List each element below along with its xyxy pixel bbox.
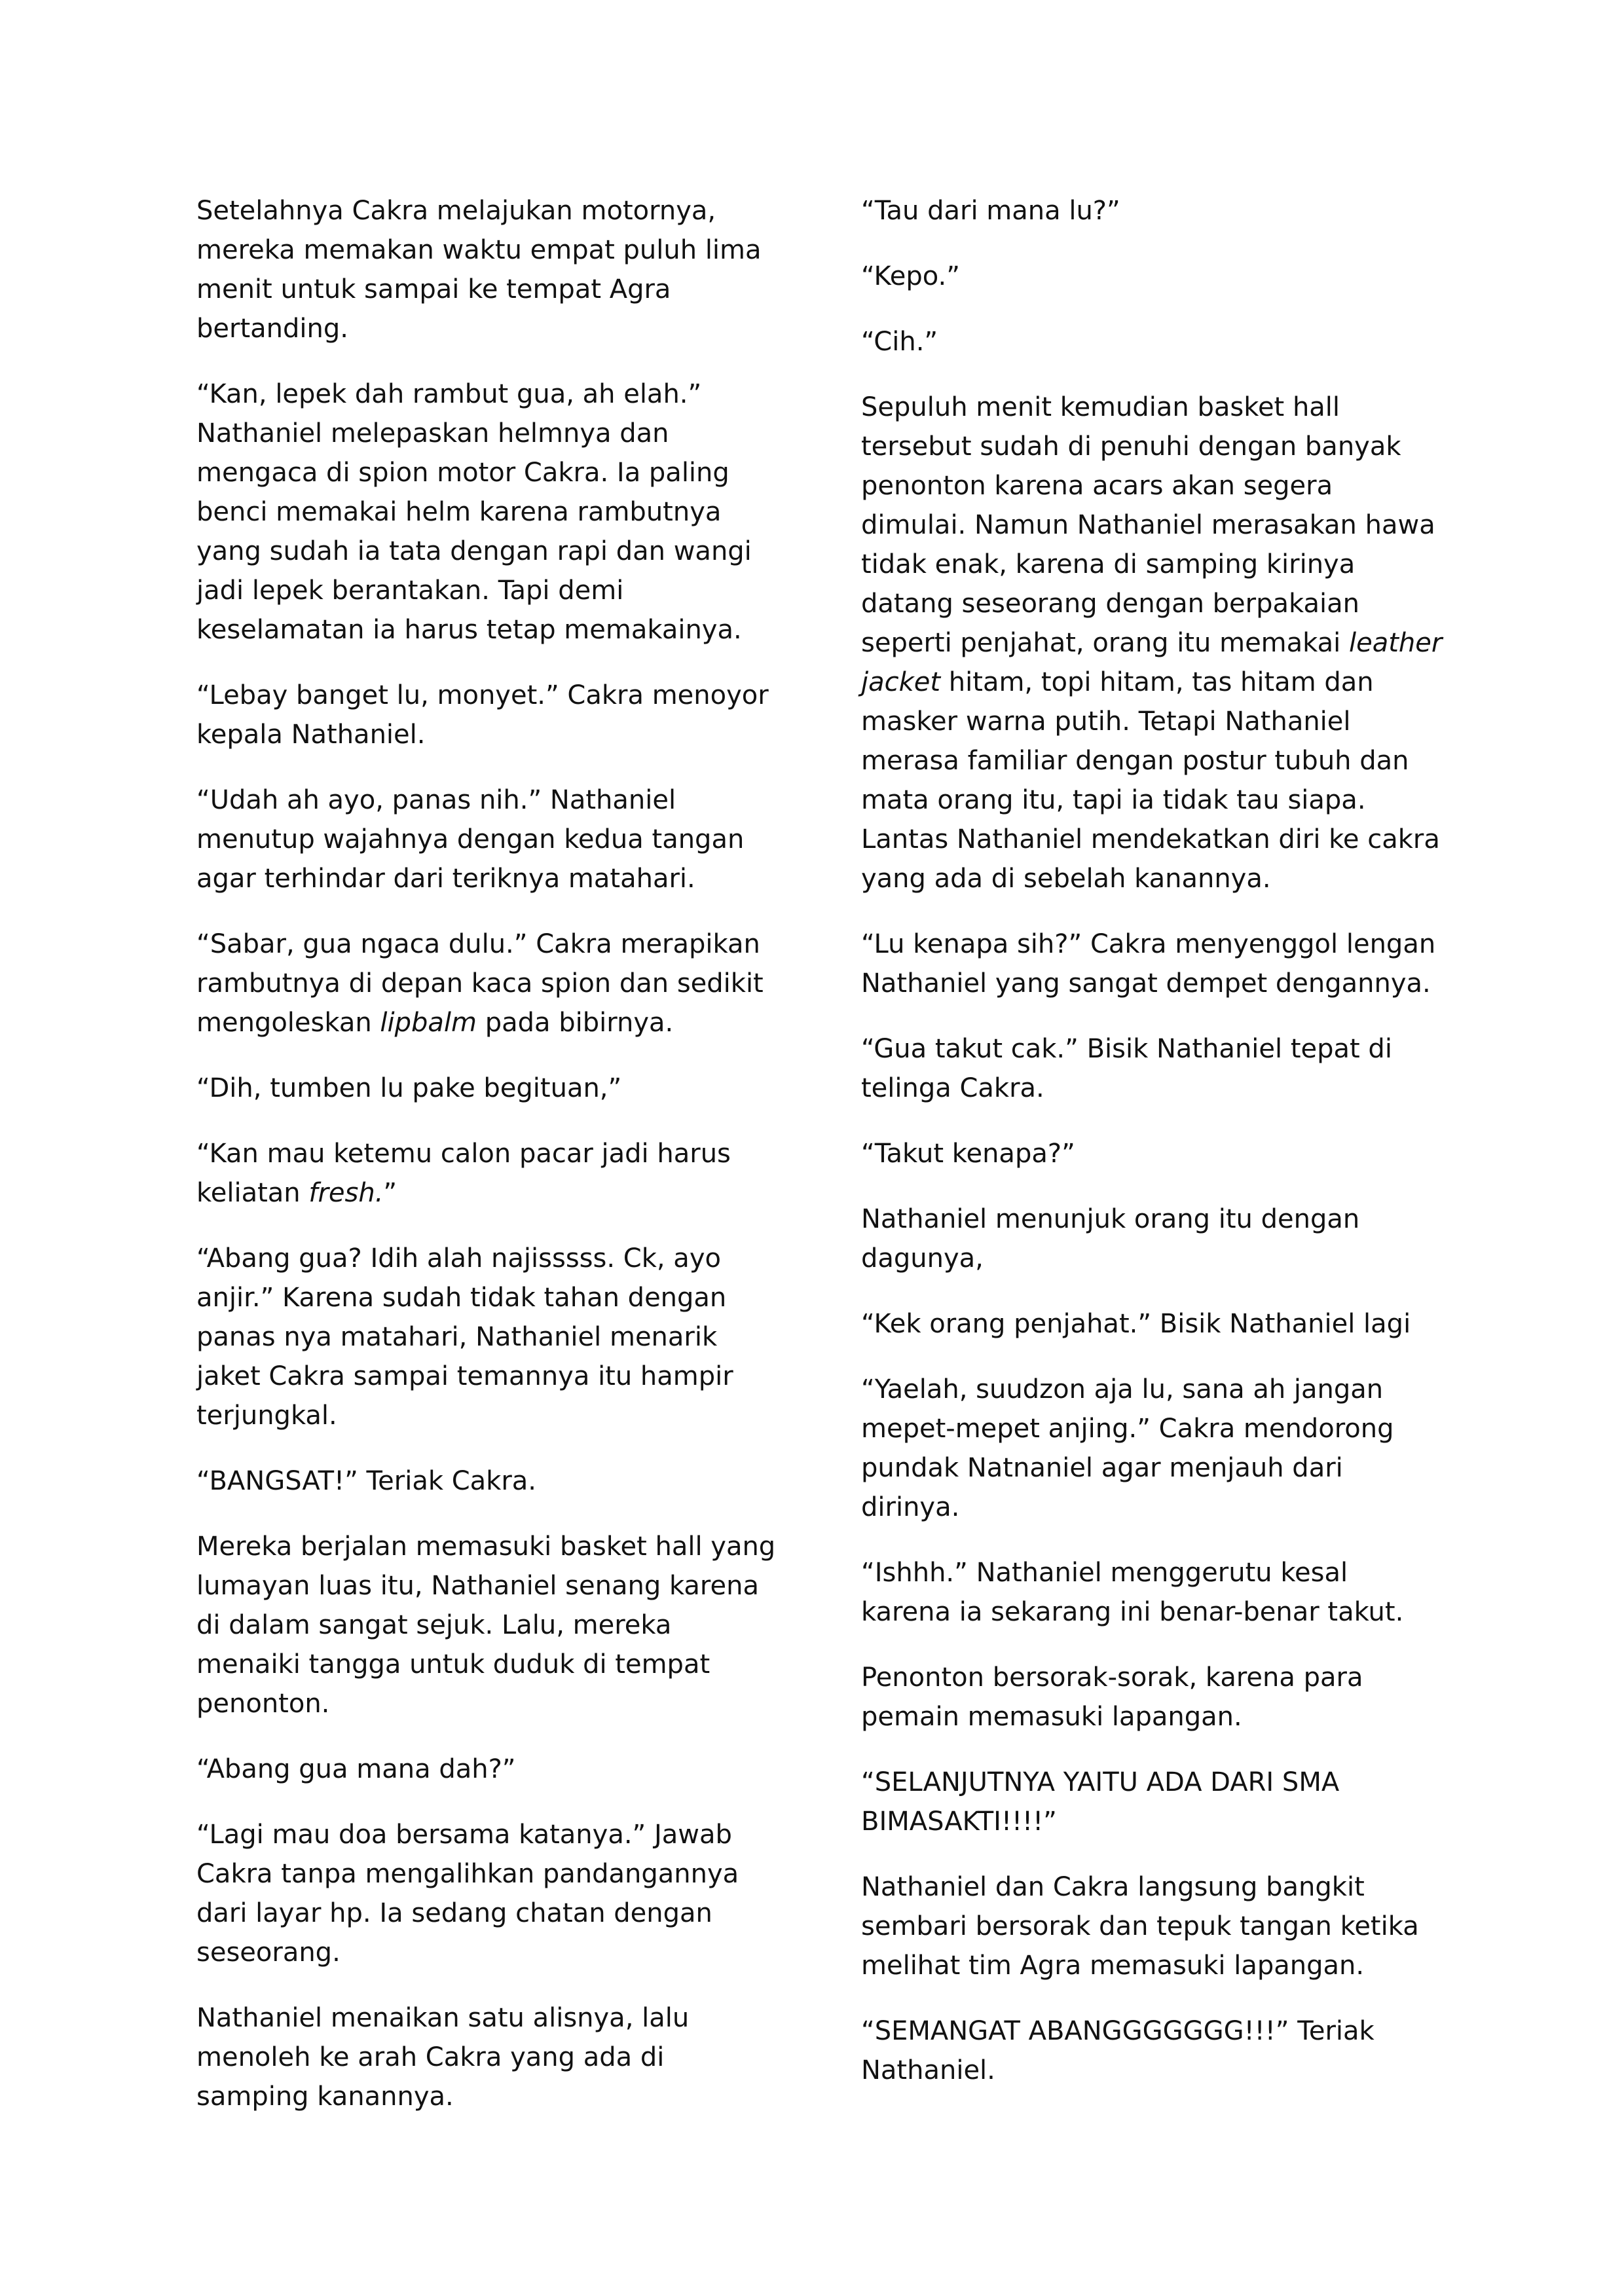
paragraph <box>861 191 1444 230</box>
text-run: hitam, topi hitam, tas hitam dan masker warna putih. Tetapi Nathaniel merasa familiar dengan postur tubuh dan mata orang itu, tapi ia tidak tau siapa. Lantas Nathaniel mendekatkan diri ke cakra yang ada di sebelah kanannya. <box>861 667 1449 894</box>
text-run: Mereka berjalan memasuki basket hall yang lumayan luas itu, Nathaniel senang karena di dalam sangat sejuk. Lalu, mereka menaiki tangga untuk duduk di tempat penonton. <box>196 1532 784 1719</box>
text-run: Nathaniel menunjuk orang itu dengan dagunya, <box>861 1204 1368 1274</box>
italic-text-run: lipbalm <box>380 1008 477 1038</box>
text-run: “Cih.” <box>861 327 938 357</box>
paragraph <box>196 780 779 898</box>
paragraph <box>861 257 1444 296</box>
text-run: “Yaelah, suudzon aja lu, sana ah jangan mepet-mepet anjing.” Cakra mendorong pundak Natnaniel agar menjauh dari dirinya. <box>861 1374 1403 1522</box>
text-run: “Abang gua? Idih alah najisssss. Ck, ayo anjir.” Karena sudah tidak tahan dengan panas nya matahari, Nathaniel menarik jaket Cakra sampai temannya itu hampir terjungkal. <box>196 1243 742 1431</box>
text-run: “Abang gua mana dah?” <box>196 1754 516 1784</box>
text-run: “Lagi mau doa bersama katanya.” Jawab Cakra tanpa mengalihkan pandangannya dari layar hp. Ia sedang chatan dengan seseorang. <box>196 1820 747 1968</box>
paragraph <box>196 1527 784 1723</box>
paragraph <box>196 1069 779 1108</box>
text-run: “Ishhh.” Nathaniel menggerutu kesal karena ia sekarang ini benar-benar takut. <box>861 1558 1404 1627</box>
text-run: “SELANJUTNYA YAITU ADA DARI SMA BIMASAKTI!!!!” <box>861 1767 1348 1837</box>
paragraph <box>861 1763 1444 1841</box>
text-run: “Kepo.” <box>861 261 960 291</box>
text-run: “Udah ah ayo, panas nih.” Nathaniel menutup wajahnya dengan kedua tangan agar terhindar dari teriknya matahari. <box>196 785 753 894</box>
text-run: “Takut kenapa?” <box>861 1139 1075 1169</box>
paragraph <box>861 1304 1444 1344</box>
paragraph <box>196 1239 779 1435</box>
text-run: Nathaniel dan Cakra langsung bangkit sembari bersorak dan tepuk tangan ketika melihat tim Agra memasuki lapangan. <box>861 1872 1428 1981</box>
paragraph <box>861 1658 1444 1736</box>
text-run: Setelahnya Cakra melajukan motornya, mereka memakan waktu empat puluh lima menit untuk sampai ke tempat Agra bertanding. <box>196 196 770 344</box>
paragraph <box>861 388 1449 898</box>
text-run: “Sabar, gua ngaca dulu.” Cakra merapikan rambutnya di depan kaca spion dan sedikit mengoleskan <box>196 929 772 1038</box>
text-run: “Gua takut cak.” Bisik Nathaniel tepat di telinga Cakra. <box>861 1034 1401 1103</box>
text-run: “BANGSAT!” Teriak Cakra. <box>196 1466 536 1496</box>
text-run: “Dih, tumben lu pake begituan,” <box>196 1073 622 1103</box>
left-text-column <box>196 191 784 2142</box>
paragraph <box>861 322 1444 361</box>
italic-text-run: leather jacket <box>861 628 1443 697</box>
paragraph <box>861 1134 1444 1173</box>
text-run: pada bibirnya. <box>477 1008 674 1038</box>
text-run: ” <box>383 1178 397 1208</box>
paragraph <box>861 1200 1444 1278</box>
paragraph <box>861 1553 1444 1632</box>
text-run: “Kan mau ketemu calon pacar jadi harus keliatan <box>196 1139 739 1208</box>
text-run: Sepuluh menit kemudian basket hall tersebut sudah di penuhi dengan banyak penonton karena acars akan segera dimulai. Namun Nathaniel merasakan hawa tidak enak, karena di samping kirinya datang seseorang dengan berpakaian seperti penjahat, orang itu memakai <box>861 392 1444 658</box>
paragraph <box>861 1370 1444 1527</box>
paragraph <box>861 1867 1444 1985</box>
paragraph <box>196 1461 779 1501</box>
paragraph <box>196 375 779 650</box>
paragraph <box>861 2011 1444 2090</box>
text-run: Penonton bersorak-sorak, karena para pemain memasuki lapangan. <box>861 1662 1372 1732</box>
paragraph <box>861 1029 1444 1108</box>
right-text-column <box>861 191 1449 2116</box>
paragraph <box>196 1998 779 2116</box>
paragraph <box>196 1815 779 1972</box>
text-run: “Tau dari mana lu?” <box>861 196 1120 226</box>
paragraph <box>196 1750 779 1789</box>
text-run: “Kan, lepek dah rambut gua, ah elah.” Nathaniel melepaskan helmnya dan mengaca di spion motor Cakra. Ia paling benci memakai helm karena rambutnya yang sudah ia tata dengan rapi dan wangi jadi lepek berantakan. Tapi demi keselamatan ia harus tetap memakainya. <box>196 379 760 645</box>
paragraph <box>196 676 779 754</box>
text-run: “Lu kenapa sih?” Cakra menyenggol lengan Nathaniel yang sangat dempet dengannya. <box>861 929 1444 999</box>
paragraph <box>861 925 1444 1003</box>
text-run: “Lebay banget lu, monyet.” Cakra menoyor kepala Nathaniel. <box>196 680 777 750</box>
text-run: “Kek orang penjahat.” Bisik Nathaniel lagi <box>861 1309 1411 1339</box>
paragraph <box>196 925 779 1042</box>
italic-text-run: fresh. <box>308 1178 384 1208</box>
text-run: “SEMANGAT ABANGGGGGGG!!!” Teriak Nathaniel. <box>861 2016 1383 2085</box>
paragraph <box>196 191 779 348</box>
text-run: Nathaniel menaikan satu alisnya, lalu menoleh ke arah Cakra yang ada di samping kanannya. <box>196 2003 697 2112</box>
paragraph <box>196 1134 779 1213</box>
